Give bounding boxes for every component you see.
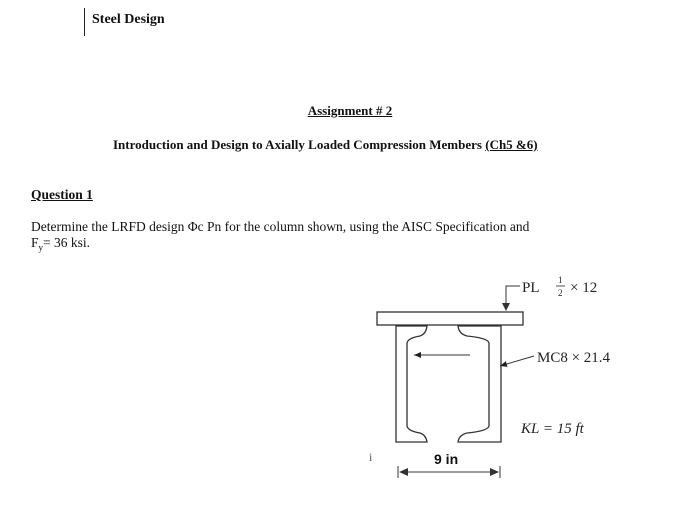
plate-label-prefix: PL xyxy=(522,280,540,296)
left-channel xyxy=(396,326,427,442)
question-body: Determine the LRFD design Φc Pn for the column shown, using the AISC Specification and xyxy=(31,219,530,234)
page-header-title: Steel Design xyxy=(92,12,165,27)
dimension-label: 9 in xyxy=(434,451,459,467)
stray-mark: i xyxy=(369,450,373,464)
plate-leader-arrow-icon xyxy=(502,303,510,311)
plate-frac-denominator: 2 xyxy=(558,288,563,298)
plate-frac-numerator: 1 xyxy=(558,275,563,285)
cover-plate xyxy=(377,312,523,325)
dimension-arrow-right-icon xyxy=(490,468,499,476)
fy-subscript: y xyxy=(38,242,44,253)
dimension-arrow-left-icon xyxy=(399,468,408,476)
fy-value: = 36 ksi. xyxy=(43,235,91,250)
right-channel xyxy=(458,326,501,442)
subtitle-chapters: (Ch5 &6) xyxy=(485,137,538,152)
assignment-title-text: Assignment # 2 xyxy=(307,103,393,118)
kl-label: KL = 15 ft xyxy=(521,421,584,437)
channel-leader-line xyxy=(500,356,534,366)
channel-label: MC8 × 21.4 xyxy=(537,350,611,366)
fy-symbol: F xyxy=(31,235,39,250)
plate-label-suffix: × 12 xyxy=(570,280,598,296)
subtitle-main: Introduction and Design to Axially Loaded Compression Members xyxy=(113,137,486,152)
question-heading: Question 1 xyxy=(31,187,93,202)
